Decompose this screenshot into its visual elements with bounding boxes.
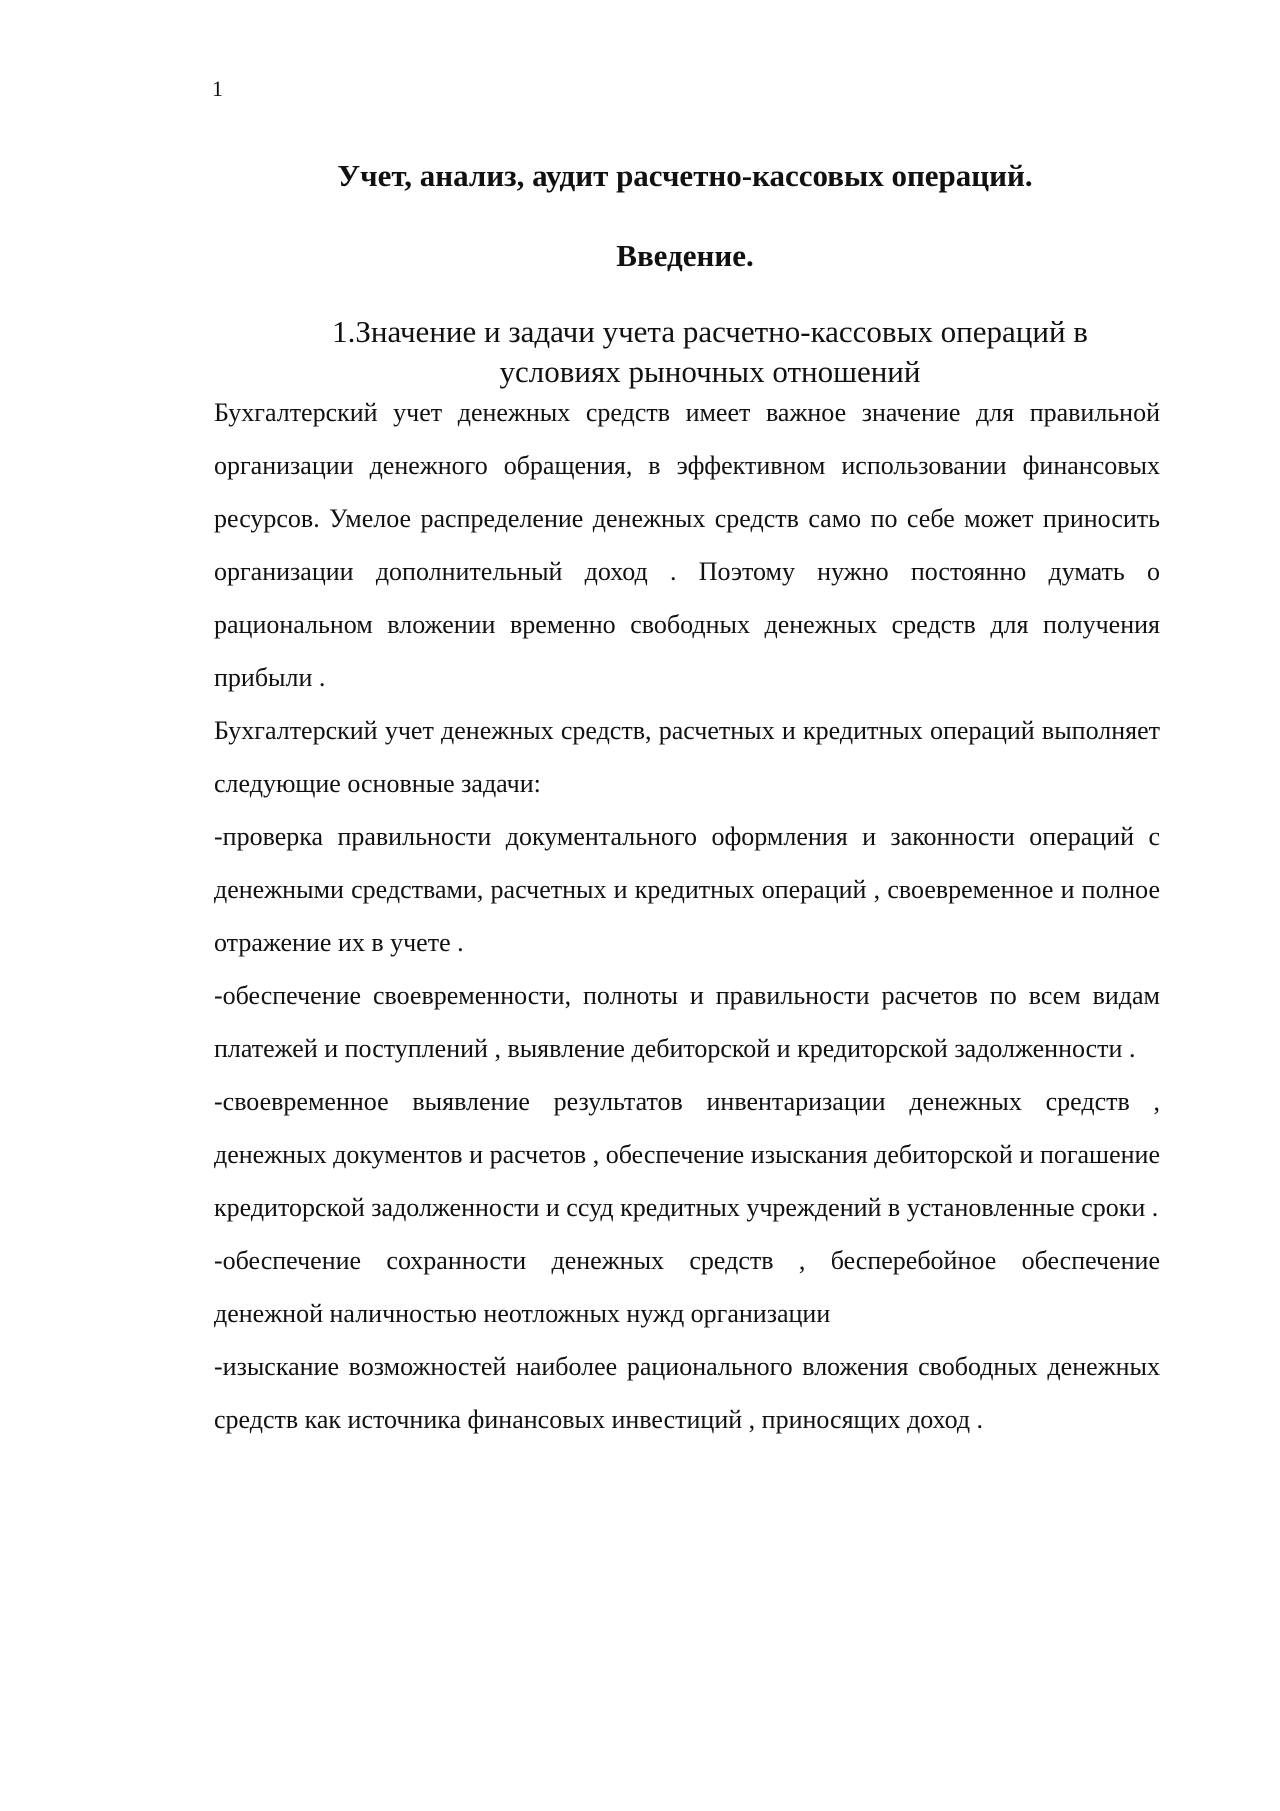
paragraph-tasks-lead: Бухгалтерский учет денежных средств, расчетных и кредитных операций выполняет следующие основные задачи: xyxy=(214,716,1160,798)
section-heading: 1.Значение и задачи учета расчетно-кассовых операций в условиях рыночных отношений xyxy=(332,314,1088,389)
list-item-safekeeping: -обеспечение сохранности денежных средств , бесперебойное обеспечение денежной наличностью неотложных нужд организации xyxy=(214,1246,1160,1328)
list-item-investment: -изыскание возможностей наиболее рационального вложения свободных денежных средств как источника финансовых инвестиций , приносящих доход . xyxy=(214,1352,1160,1434)
list-item-settlements: -обеспечение своевременности, полноты и правильности расчетов по всем видам платежей и поступлений , выявление дебиторской и кредиторской задолженности . xyxy=(214,981,1160,1063)
body-text xyxy=(214,386,1160,1446)
list-item-inventory: -своевременное выявление результатов инвентаризации денежных средств , денежных документов и расчетов , обеспечение изыскания дебиторской и погашение кредиторской задолженности и ссуд кредитных учреждений в установленные сроки . xyxy=(214,1087,1160,1222)
list-item-verification: -проверка правильности документального оформления и законности операций с денежными средствами, расчетных и кредитных операций , своевременное и полное отражение их в учете . xyxy=(214,822,1160,957)
paragraph-intro: Бухгалтерский учет денежных средств имеет важное значение для правильной организации денежного обращения, в эффективном использовании финансовых ресурсов. Умелое распределение денежных средств само по себе может приносить организации дополнительный доход . Поэтому нужно постоянно думать о рациональном вложении временно свободных денежных средств для получения прибыли . xyxy=(214,398,1160,692)
introduction-heading: Введение. xyxy=(616,238,754,273)
document-title: Учет, анализ, аудит расчетно-кассовых операций. xyxy=(337,158,1033,193)
page-number: 1 xyxy=(212,76,223,101)
